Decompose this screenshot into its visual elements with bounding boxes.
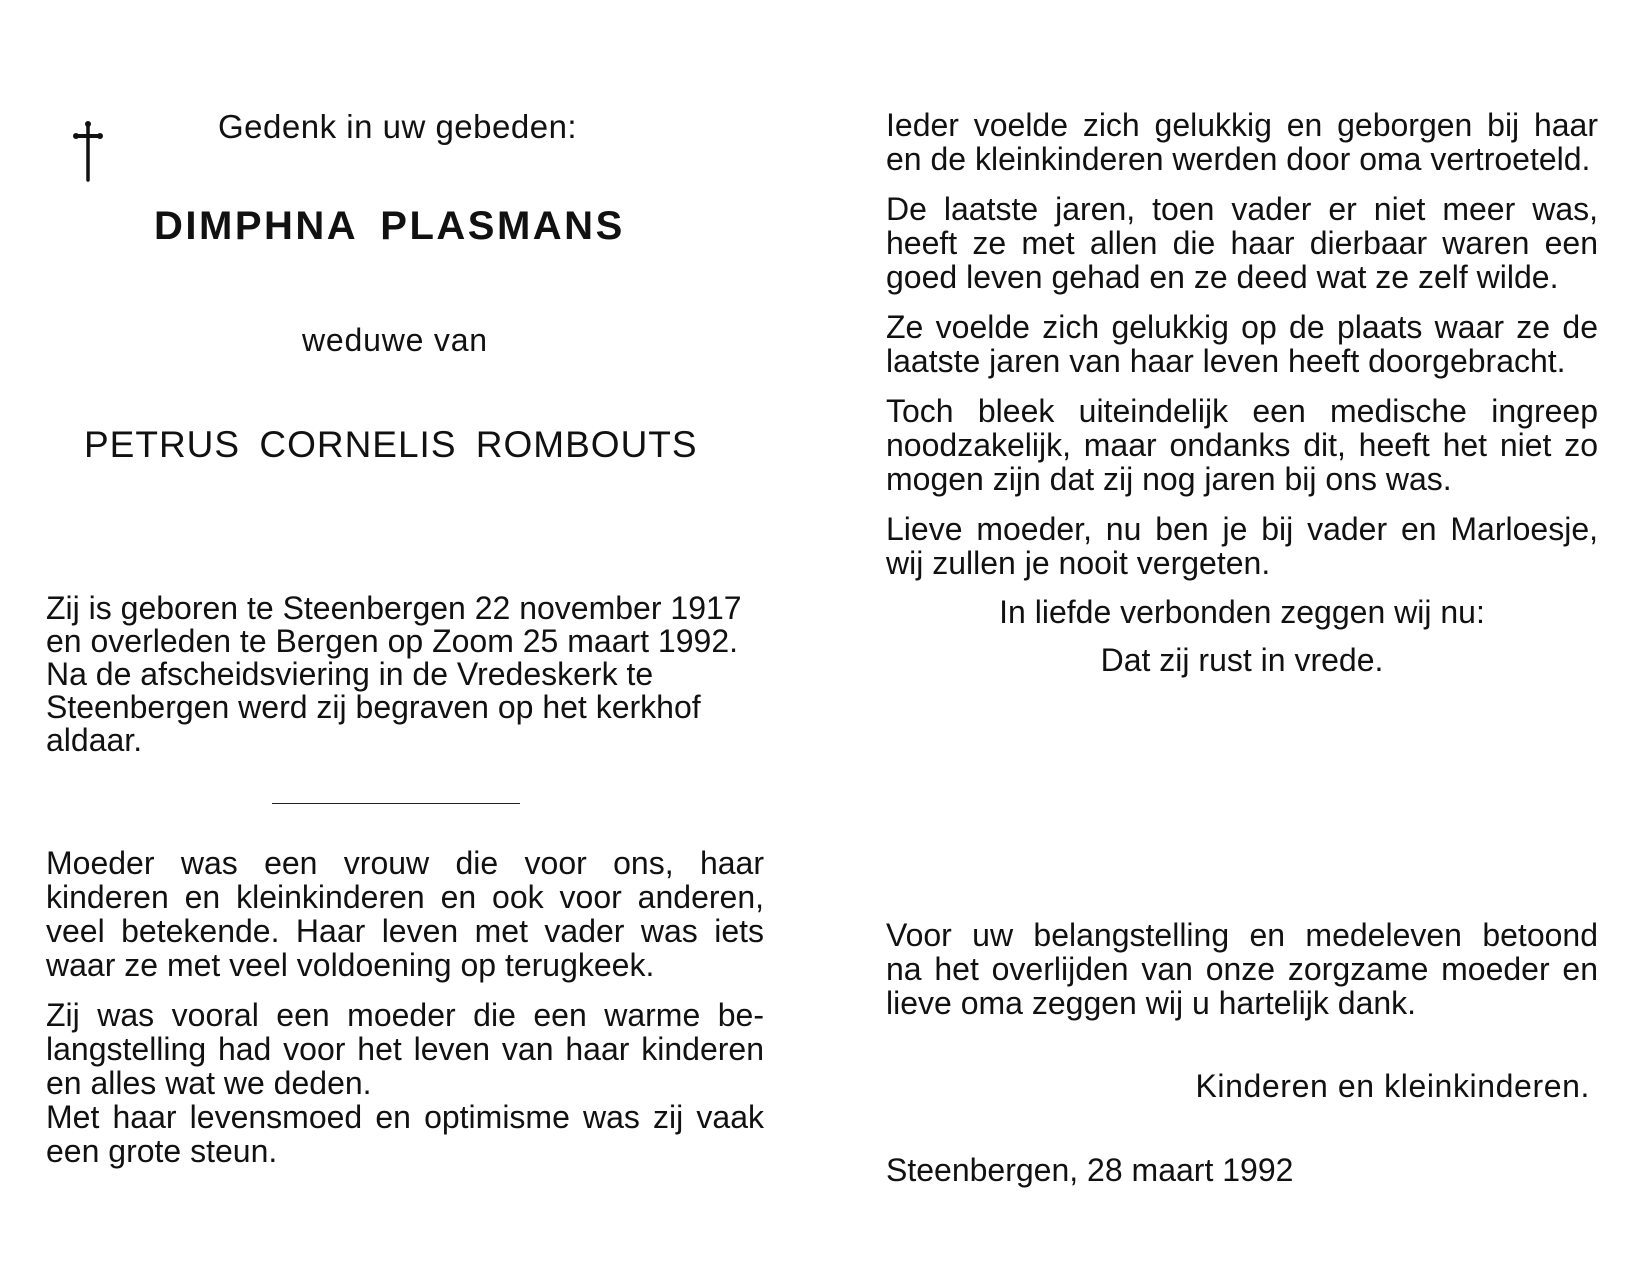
- text-line: waar ze met veel voldoening op terugkeek.: [46, 947, 655, 983]
- text-line: veel betekende. Haar leven met vader was iets: [46, 913, 764, 949]
- text-line: en alles wat we deden.: [46, 1065, 372, 1101]
- cross-icon: [68, 118, 108, 186]
- thanks-paragraph: [886, 918, 1598, 1020]
- text-line: een grote steun.: [46, 1133, 278, 1169]
- husband-name: PETRUS CORNELIS ROMBOUTS: [84, 424, 698, 465]
- right-paragraph-4: [886, 394, 1598, 496]
- text-line: wij zullen je nooit vergeten.: [886, 545, 1271, 581]
- deceased-name: DIMPHNA PLASMANS: [154, 204, 625, 248]
- left-paragraph-2: [46, 998, 764, 1168]
- text-line: De laatste jaren, toen vader er niet meer was,: [886, 191, 1598, 227]
- right-paragraph-3: [886, 310, 1598, 378]
- widow-label: weduwe van: [302, 322, 488, 358]
- right-paragraph-2: [886, 192, 1598, 294]
- text-line: Voor uw belangstelling en medeleven betoond: [886, 917, 1598, 953]
- text-line: laatste jaren van haar leven heeft doorgebracht.: [886, 343, 1566, 379]
- place-date: Steenbergen, 28 maart 1992: [886, 1152, 1294, 1188]
- text-line: Toch bleek uiteindelijk een medische ingreep: [886, 393, 1598, 429]
- text-line: lieve oma zeggen wij u hartelijk dank.: [886, 985, 1417, 1021]
- intro-text: Gedenk in uw gebeden:: [218, 108, 578, 145]
- text-line: Lieve moeder, nu ben je bij vader en Marloesje,: [886, 511, 1598, 547]
- text-line: langstelling had voor het leven van haar kinderen: [46, 1031, 764, 1067]
- text-line: en de kleinkinderen werden door oma vertroeteld.: [886, 141, 1591, 177]
- text-line: goed leven gehad en ze deed wat ze zelf wilde.: [886, 259, 1559, 295]
- text-line: en overleden te Bergen op Zoom 25 maart 1992.: [46, 623, 738, 659]
- text-line: aldaar.: [46, 722, 143, 758]
- text-line: Ze voelde zich gelukkig op de plaats waar ze de: [886, 309, 1598, 345]
- left-paragraph-1: [46, 846, 764, 982]
- closing-line-1: In liefde verbonden zeggen wij nu:: [999, 594, 1485, 630]
- text-line: noodzakelijk, maar ondanks dit, heeft het niet zo: [886, 427, 1598, 463]
- text-line: kinderen en kleinkinderen en ook voor anderen,: [46, 879, 764, 915]
- right-paragraph-5: [886, 512, 1598, 580]
- birth-death-text: [46, 592, 766, 757]
- right-paragraph-1: [886, 108, 1598, 176]
- signature: Kinderen en kleinkinderen.: [1195, 1068, 1590, 1104]
- text-line: Ieder voelde zich gelukkig en geborgen bij haar: [886, 107, 1598, 143]
- text-line: Na de afscheidsviering in de Vredeskerk te: [46, 656, 654, 692]
- closing-line-2: Dat zij rust in vrede.: [1100, 642, 1384, 678]
- text-line: heeft ze met allen die haar dierbaar waren een: [886, 225, 1598, 261]
- text-line: Moeder was een vrouw die voor ons, haar: [46, 845, 764, 881]
- text-line: na het overlijden van onze zorgzame moeder en: [886, 951, 1598, 987]
- text-line: Steenbergen werd zij begraven op het kerkhof: [46, 689, 701, 725]
- text-line: Met haar levensmoed en optimisme was zij vaak: [46, 1099, 764, 1135]
- divider-line: [272, 803, 520, 804]
- text-line: Zij is geboren te Steenbergen 22 november 1917: [46, 590, 742, 626]
- text-line: Zij was vooral een moeder die een warme be-: [46, 997, 764, 1033]
- text-line: mogen zijn dat zij nog jaren bij ons was.: [886, 461, 1452, 497]
